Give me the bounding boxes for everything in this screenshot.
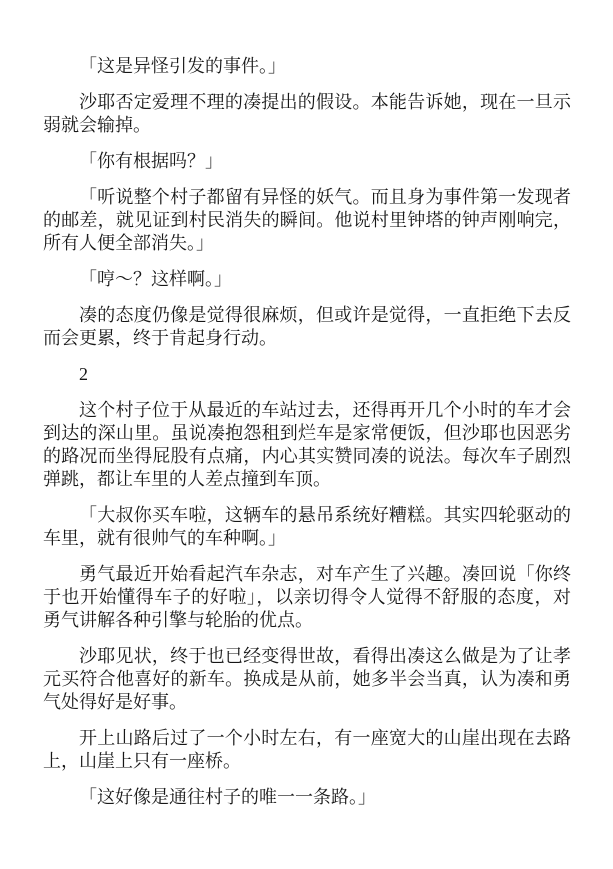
paragraph-narration: 凑的态度仍像是觉得很麻烦，但或许是觉得，一直拒绝下去反而会更累，终于肯起身行动。 [43, 305, 571, 348]
paragraph-dialogue: 「听说整个村子都留有异怪的妖气。而且身为事件第一发现者的邮差，就见证到村民消失的瞬间。他说村里钟塔的钟声刚响完，所有人便全部消失。」 [43, 187, 571, 253]
paragraph-narration: 这个村子位于从最近的车站过去，还得再开几个小时的车才会到达的深山里。虽说凑抱怨租到烂车是家常便饭，但沙耶也因恶劣的路况而坐得屁股有点痛，内心其实赞同凑的说法。每次车子剧烈弹跳，都让车里的人差点撞到车顶。 [43, 400, 571, 489]
paragraph-narration: 沙耶否定爱理不理的凑提出的假设。本能告诉她，现在一旦示弱就会输掉。 [43, 92, 571, 135]
paragraph-narration: 沙耶见状，终于也已经变得世故，看得出凑这么做是为了让孝元买符合他喜好的新车。换成是从前，她多半会当真，认为凑和勇气处得好是好事。 [43, 646, 571, 712]
paragraph-narration: 勇气最近开始看起汽车杂志，对车产生了兴趣。凑回说「你终于也开始懂得车子的好啦」，以亲切得令人觉得不舒服的态度，对勇气讲解各种引擎与轮胎的优点。 [43, 564, 571, 630]
section-number: 2 [79, 364, 88, 384]
paragraph-dialogue: 「你有根据吗？」 [79, 151, 223, 171]
paragraph-dialogue: 「这是异怪引发的事件。」 [79, 56, 286, 76]
paragraph-dialogue: 「大叔你买车啦，这辆车的悬吊系统好糟糕。其实四轮驱动的车里，就有很帅气的车种啊。」 [43, 505, 571, 548]
paragraph-dialogue: 「这好像是通往村子的唯一一条路。」 [79, 787, 376, 807]
paragraph-dialogue: 「哼～？这样啊。」 [79, 269, 232, 289]
paragraph-narration: 开上山路后过了一个小时左右，有一座宽大的山崖出现在去路上，山崖上只有一座桥。 [43, 728, 571, 771]
